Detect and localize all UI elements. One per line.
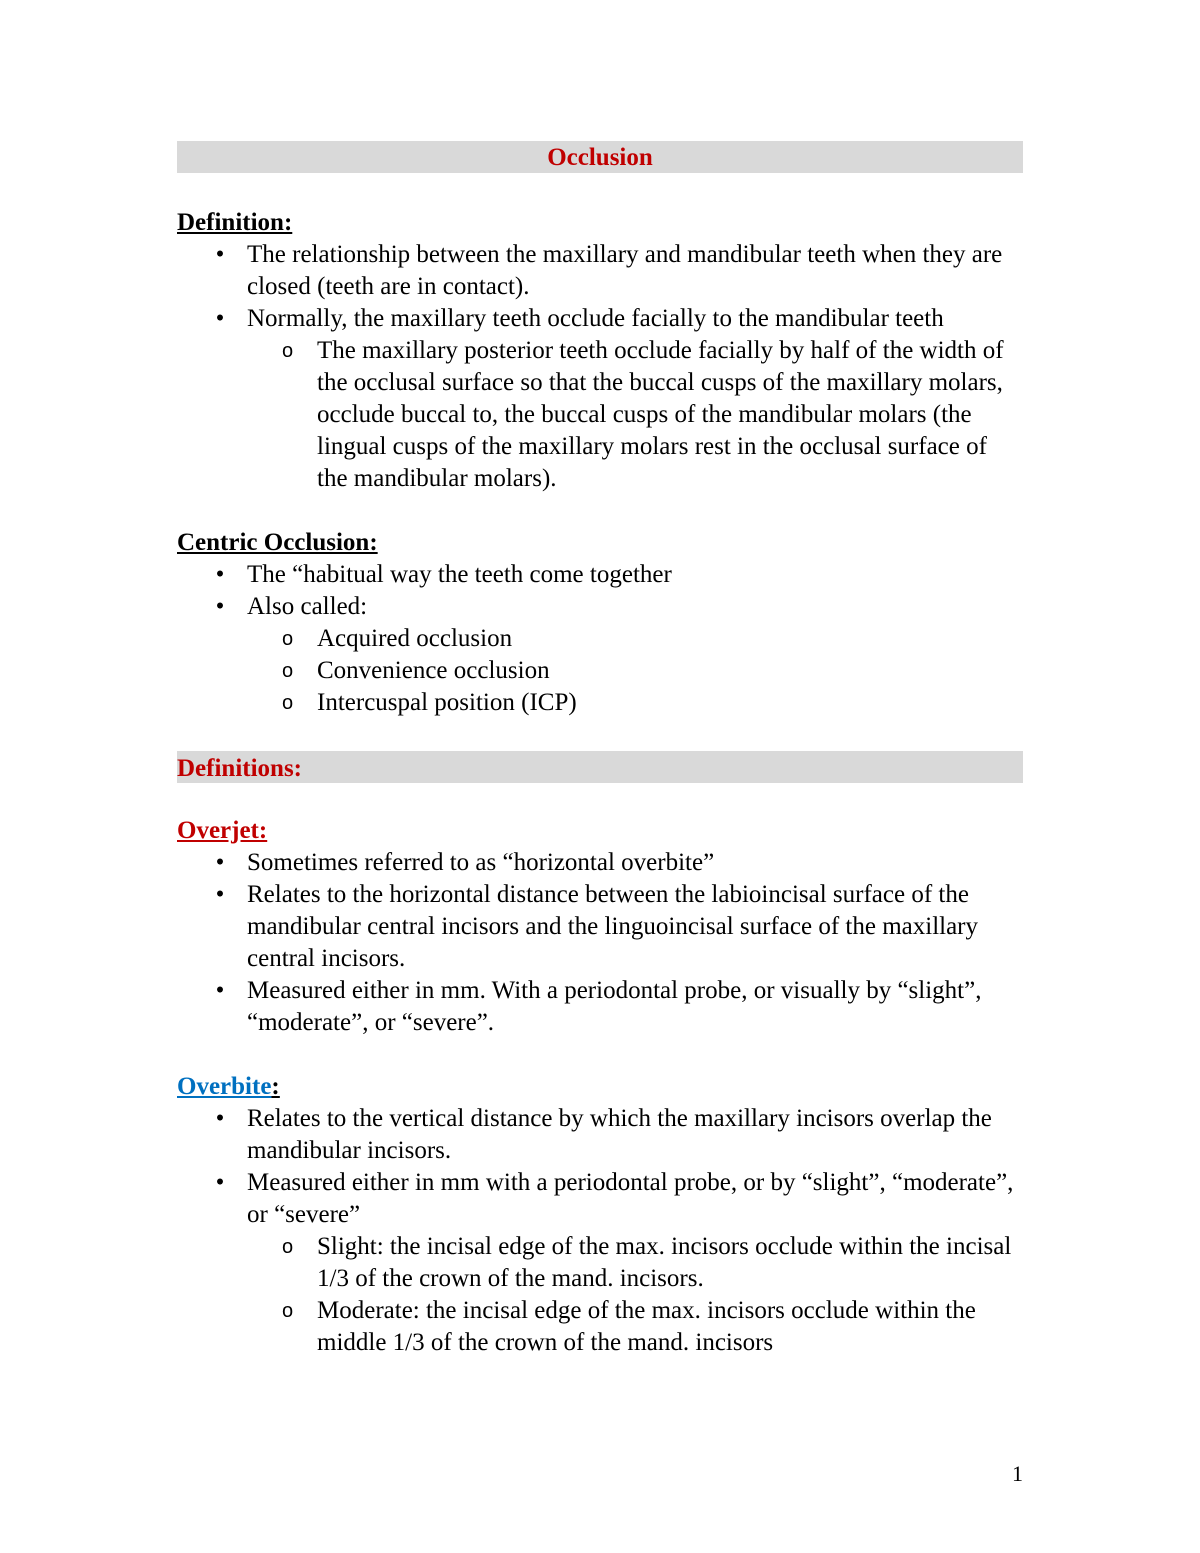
list-item: • Measured either in mm. With a periodontal probe, or visually by “slight”, “moderate”, or “severe”. [177, 975, 1023, 1039]
list-item: o Intercuspal position (ICP) [247, 687, 1023, 719]
definition-sub-list [247, 335, 1023, 495]
overjet-list [177, 847, 1023, 1039]
bullet-circle-icon: o [282, 692, 294, 714]
centric-occlusion-heading: Centric Occlusion: [177, 529, 378, 556]
bullet-circle-icon: o [282, 1236, 294, 1258]
list-item: • Measured either in mm with a periodontal probe, or by “slight”, “moderate”, or “severe” o Slight: the incisal edge of the max. incisors occlude within the incisal 1/3 of the crown of the mand. incisors. o Moderate: the incisal edge of the max. incisors occlude within the middle 1/3 of the crown of the mand. incisors [177, 1167, 1023, 1359]
list-item: • Relates to the horizontal distance between the labioincisal surface of the mandibular central incisors and the linguoincisal surface of the maxillary central incisors. [177, 879, 1023, 975]
list-item: o Moderate: the incisal edge of the max. incisors occlude within the middle 1/3 of the crown of the mand. incisors [282, 1297, 976, 1356]
list-item: o The maxillary posterior teeth occlude facially by half of the width of the occlusal surface so that the buccal cusps of the maxillary molars, occlude buccal to, the buccal cusps of the mandibular molars (the lingual cusps of the maxillary molars rest in the occlusal surface of the mandibular molars). [282, 337, 1004, 492]
definitions-section-bar: Definitions: [177, 751, 1023, 783]
list-item: o Slight: the incisal edge of the max. incisors occlude within the incisal 1/3 of the crown of the mand. incisors. [282, 1233, 1012, 1292]
overbite-heading [177, 1071, 1023, 1103]
overbite-list [177, 1103, 1023, 1359]
page-title: Occlusion [177, 141, 1023, 173]
list-item: o Acquired occlusion [247, 623, 1023, 655]
bullet-circle-icon: o [282, 340, 294, 362]
centric-occlusion-sub-list [247, 623, 1023, 719]
list-item: • The “habitual way the teeth come together [177, 559, 1023, 591]
bullet-circle-icon: o [282, 1300, 294, 1322]
list-item: • Normally, the maxillary teeth occlude facially to the mandibular teeth o The maxillary posterior teeth occlude facially by half of the width of the occlusal surface so that the buccal cusps of the maxillary molars, occlude buccal to, the buccal cusps of the mandibular molars (the lingual cusps of the maxillary molars rest in the occlusal surface of the mandibular molars). [177, 303, 1023, 495]
overjet-heading: Overjet: [177, 817, 268, 844]
bullet-dot-icon: • [215, 1169, 225, 1196]
bullet-circle-icon: o [282, 660, 294, 682]
list-item: • The relationship between the maxillary and mandibular teeth when they are closed (teeth are in contact). [177, 239, 1023, 303]
bullet-dot-icon: • [215, 881, 225, 908]
bullet-dot-icon: • [215, 1105, 225, 1132]
centric-occlusion-list [177, 559, 1023, 719]
overbite-sub-list [247, 1231, 1023, 1359]
bullet-dot-icon: • [215, 241, 225, 268]
overbite-heading-text: Overbite [177, 1073, 272, 1100]
bullet-circle-icon: o [282, 628, 294, 650]
list-item: • Sometimes referred to as “horizontal overbite” [177, 847, 1023, 879]
list-item: • Also called: o Acquired occlusion o Convenience occlusion o Intercuspal position (ICP) [177, 591, 1023, 719]
bullet-dot-icon: • [215, 849, 225, 876]
definition-heading: Definition: [177, 209, 293, 236]
page-number: 1 [1012, 1461, 1023, 1486]
definition-list [177, 239, 1023, 495]
bullet-dot-icon: • [215, 561, 225, 588]
bullet-dot-icon: • [215, 593, 225, 620]
bullet-dot-icon: • [215, 977, 225, 1004]
bullet-dot-icon: • [215, 305, 225, 332]
list-item: • Relates to the vertical distance by which the maxillary incisors overlap the mandibular incisors. [177, 1103, 1023, 1167]
overbite-heading-colon: : [271, 1073, 280, 1100]
list-item: o Convenience occlusion [247, 655, 1023, 687]
document-page [177, 141, 1023, 1359]
